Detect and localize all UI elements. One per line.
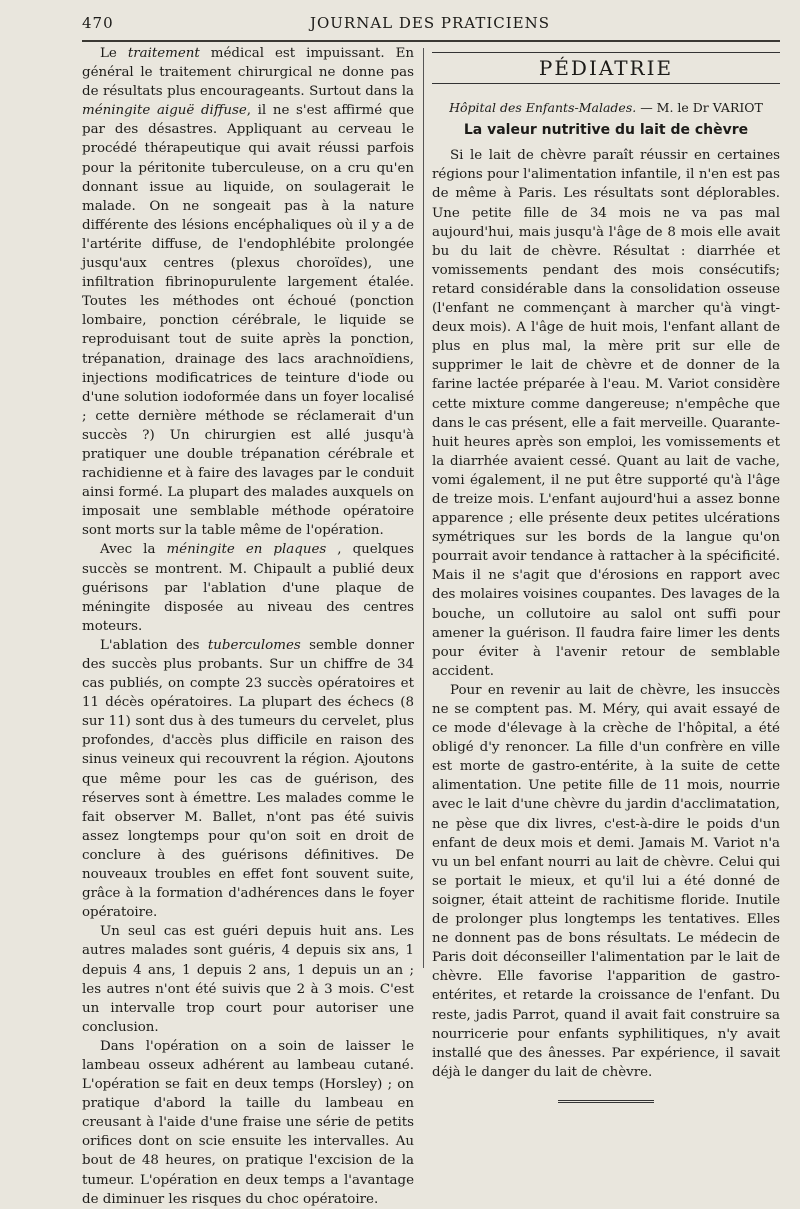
article-body xyxy=(432,146,780,1082)
text-run: , quelques succès se montrent. M. Chipault a publié deux guérisons par l'ablation d'une plaque de méningite disposée au niveau des centres moteurs. xyxy=(82,542,414,634)
section-title: PÉDIATRIE xyxy=(432,52,780,84)
paragraph xyxy=(82,44,414,540)
text-run: , il ne s'est affirmé que par des désastres. Appliquant au cerveau le procédé thérapeutique qui avait réussi parfois pour la péritonite tuberculeuse, on a cru qu'en donnant issue au liquide, on soulagerait le malade. On ne songeait pas à la nature différente des lésions encéphaliques où il y a de l'artérite diffuse, de l'endophlébite prolongée jusqu'aux centres (plexus choroïdes), une infiltration fibrinopurulente largement étalée. Toutes les méthodes ont échoué (ponction lombaire, ponction cérébrale, le liquide se reproduisant tout de suite après la ponction, trépanation, drainage des lacs arachnoïdiens, injections modificatrices de teinture d'iode ou d'une solution iodoformée dans un foyer localisé ; cette dernière méthode se réclamerait d'un succès ?) Un chirurgien est allé jusqu'à pratiquer une double trépanation cérébrale et rachidienne et à faire des lavages par le conduit ainsi formé. La plupart des malades auxquels on imposait une semblable méthode opératoire sont morts sur la table même de l'opération. xyxy=(82,103,414,539)
paragraph xyxy=(82,1037,414,1209)
journal-title: JOURNAL DES PRATICIENS xyxy=(309,14,551,32)
header-rule xyxy=(82,40,780,42)
text-run: médical est impuissant. En général le traitement chirurgical ne donne pas de résultats plus encourageants. Surtout dans la xyxy=(82,46,415,100)
paragraph xyxy=(82,636,414,922)
text-run: Pour en revenir au lait de chèvre, les insuccès ne se comptent pas. M. Méry, qui avait essayé de ce mode d'élevage à la crèche de l'hôpital, a été obligé d'y renoncer. La fille d'un confrère en ville est morte de gastro-entérite, à la suite de cette alimentation. Une petite fille de 11 mois, nourrie avec le lait d'une chèvre du jardin d'acclimatation, ne pèse que dix livres, c'est-à-dire le poids d'un enfant de deux mois et demi. Jamais M. Variot n'a vu un bel enfant nourri au lait de chèvre. Celui qui se portait le mieux, et qu'il lui a été donné de soigner, était atteint de rachitisme floride. Inutile de prolonger plus longtemps les tentatives. Elles ne donnent pas de bons résultats. Le médecin de Paris doit déconseiller l'alimentation par le lait de chèvre. Elle favorise l'apparition de gastro-entérites, et retarde la croissance de l'enfant. Du reste, jadis Parrot, quand il avait fait construire sa nourricerie pour enfants syphilitiques, n'y avait installé que des ânesses. Par expérience, il savait déjà le danger du lait de chèvre. xyxy=(432,682,780,1080)
article-title: La valeur nutritive du lait de chèvre xyxy=(463,122,749,139)
italic-term: traitement xyxy=(127,46,200,61)
italic-term: méningite en plaques xyxy=(166,542,327,558)
column-divider xyxy=(423,48,424,968)
text-run: Si le lait de chèvre paraît réussir en certaines régions pour l'alimentation infantile, il n'en est pas de même à Paris. Les résultats sont déplorables. Une petite fille de 34 mois ne va pas mal aujourd'hui, mais jusqu'à l'âge de 8 mois elle avait bu du lait de chèvre. Résultat : diarrhée et vomissements pendant des mois consécutifs; retard considérable dans la consolidation osseuse (l'enfant ne commençant à marcher qu'à vingt-deux mois). A l'âge de huit mois, l'enfant allant de plus en plus mal, la mère prit sur elle de supprimer le lait de chèvre et de donner de la farine lactée préparée à l'eau. M. Variot considère cette mixture comme dangereuse; n'empêche que dans le cas présent, elle a fait merveille. Quarante-huit heures après son emploi, les vomissements et la diarrhée avaient cessé. Quant au lait de vache, vomi également, il ne put être supporté qu'à l'âge de treize mois. L'enfant aujourd'hui a assez bonne apparence ; elle présente deux petites ulcérations symétriques sur les bords de la langue qu'on pourrait avoir tendance à rattacher à la spécificité. Mais il ne s'agit que d'érosions en rapport avec des molaires voisines coupantes. Des lavages de la bouche, un collutoire au salol ont suffi pour amener la guérison. Il faudra faire limer les dents pour éviter à l'avenir retour de semblable accident. xyxy=(432,148,780,679)
text-run: Le xyxy=(100,46,128,61)
end-rule xyxy=(558,1100,654,1103)
byline xyxy=(432,98,780,117)
italic-term: méningite aiguë diffuse xyxy=(82,103,247,119)
text-run: Avec la xyxy=(100,542,167,558)
text-run: Dans l'opération on a soin de laisser le lambeau osseux adhérent au lambeau cutané. L'opération se fait en deux temps (Horsley) ; on pratique d'abord la taille du lambeau en creusant à l'aide d'une fraise une série de petits orifices dont on scie ensuite les intervalles. Au bout de 48 heures, on pratique l'excision de la tumeur. L'opération en deux temps a l'avantage de diminuer les risques du choc opératoire. xyxy=(82,1038,414,1207)
byline-place: Hôpital des Enfants-Malades. xyxy=(449,100,637,116)
paragraph xyxy=(432,681,780,1082)
paragraph xyxy=(82,922,414,1037)
text-run: Un seul cas est guéri depuis huit ans. Les autres malades sont guéris, 4 depuis six ans, 1 depuis 4 ans, 1 depuis 2 ans, 1 depuis un an ; les autres n'ont été suivis que 2 à 3 mois. C'est un intervalle trop court pour autoriser une conclusion. xyxy=(82,924,414,1035)
running-head xyxy=(82,12,778,36)
italic-term: tuberculomes xyxy=(207,637,301,653)
byline-author: — M. le Dr VARIOT xyxy=(636,100,763,116)
right-column xyxy=(432,52,780,1103)
text-run: semble donner des succès plus probants. Sur un chiffre de 34 cas publiés, on compte 23 succès opératoires et 11 décès opératoires. La plupart des échecs (8 sur 11) sont dus à des tumeurs du cervelet, plus profondes, d'accès plus difficile en raison des sinus veineux qui recouvrent la région. Ajoutons que même pour les cas de guérison, des réserves sont à émettre. Les malades comme le fait observer M. Ballet, n'ont pas été suivis assez longtemps pour qu'on soit en droit de conclure à des guérisons définitives. De nouveaux troubles en effet font souvent suite, grâce à la formation d'adhérences dans le foyer opératoire. xyxy=(82,637,414,921)
page-number: 470 xyxy=(82,14,114,32)
paragraph xyxy=(432,146,780,681)
text-run: L'ablation des xyxy=(100,637,208,653)
paragraph xyxy=(82,540,414,635)
left-column xyxy=(82,44,414,1209)
